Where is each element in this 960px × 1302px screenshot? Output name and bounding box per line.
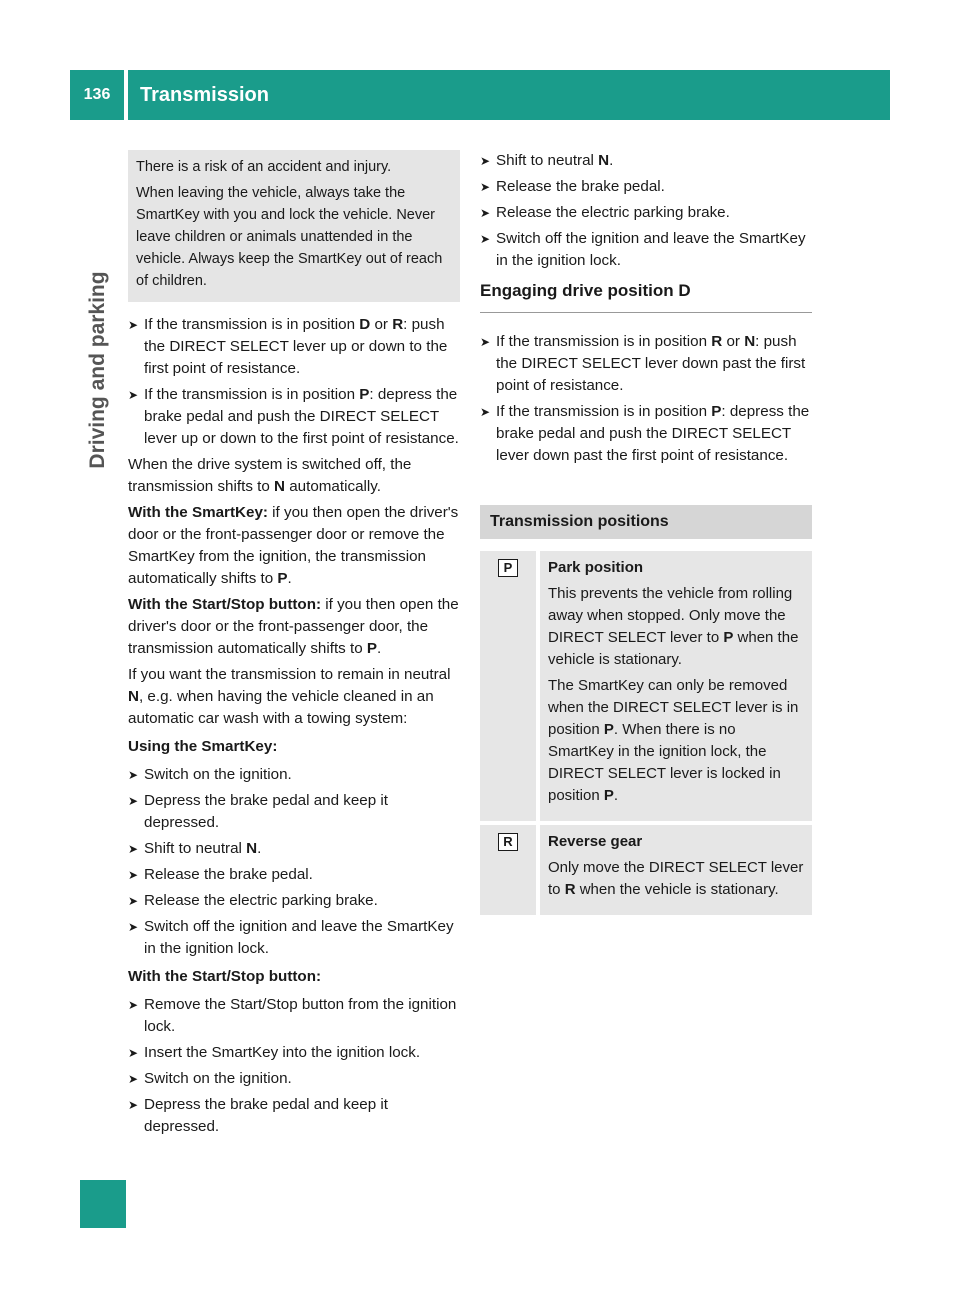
row-text: Only move the DIRECT SELECT lever to R when the vehicle is stationary. (548, 859, 804, 898)
instruction-item: ➤ If the transmission is in position D or R: push the DIRECT SELECT lever up or down to the first point of resistance. (128, 316, 448, 377)
instruction-item: ➤ If the transmission is in position R or N: push the DIRECT SELECT lever down past the first point of resistance. (480, 333, 806, 394)
row-title: Reverse gear (548, 833, 643, 850)
table-row (480, 821, 812, 915)
section-title: Transmission (140, 84, 269, 106)
instruction-item: ➤ If the transmission is in position P: depress the brake pedal and push the DIRECT SELECT lever up or down to the first point of resistance. (128, 386, 459, 447)
instruction-item: ➤ Insert the SmartKey into the ignition lock. (128, 1042, 460, 1064)
instruction-item: ➤ Depress the brake pedal and keep it depressed. (128, 792, 389, 831)
row-text: The SmartKey can only be removed when the DIRECT SELECT lever is in position P. When there is no SmartKey in the ignition lock, the DIRECT SELECT lever is locked in position P. (548, 677, 799, 804)
arrow-icon: ➤ (128, 842, 139, 856)
row-title: Park position (548, 559, 644, 576)
instruction-item: ➤ Release the electric parking brake. (480, 202, 812, 224)
warning-box (128, 150, 460, 302)
instruction-item: ➤ Release the brake pedal. (128, 864, 460, 886)
arrow-icon: ➤ (128, 920, 139, 934)
arrow-icon: ➤ (128, 794, 139, 808)
paragraph: If you want the transmission to remain in neutral N, e.g. when having the vehicle cleaned in an automatic car wash with a towing system: (128, 666, 451, 727)
instruction-item: ➤ Release the brake pedal. (480, 176, 812, 198)
arrow-icon: ➤ (128, 894, 139, 908)
paragraph: With the SmartKey: if you then open the driver's door or the front-passenger door or remove the SmartKey from the ignition, the transmission automatically shifts to P. (128, 504, 459, 587)
warning-text: There is a risk of an accident and injury. (136, 159, 392, 175)
arrow-icon: ➤ (128, 868, 139, 882)
chapter-tab-marker (80, 1180, 126, 1228)
arrow-icon: ➤ (128, 318, 139, 332)
arrow-icon: ➤ (480, 405, 491, 419)
instruction-item: ➤ Release the electric parking brake. (128, 890, 460, 912)
header-divider (124, 70, 128, 120)
page-number: 136 (83, 86, 111, 103)
arrow-icon: ➤ (480, 180, 491, 194)
arrow-icon: ➤ (480, 154, 491, 168)
reverse-symbol-icon: R (498, 833, 518, 851)
description-cell (540, 825, 812, 915)
instruction-item: ➤ Remove the Start/Stop button from the ignition lock. (128, 996, 457, 1035)
arrow-icon: ➤ (480, 335, 491, 349)
subheading: Using the SmartKey: (128, 738, 278, 755)
table-title: Transmission positions (480, 505, 812, 539)
arrow-icon: ➤ (480, 232, 491, 246)
park-symbol-icon: P (498, 559, 518, 577)
table-row (480, 551, 812, 821)
arrow-icon: ➤ (128, 1072, 139, 1086)
chapter-label (76, 260, 120, 480)
chapter-label-text: Driving and parking (86, 271, 109, 469)
instruction-item: ➤ Depress the brake pedal and keep it depressed. (128, 1096, 389, 1135)
instruction-item: ➤ Switch on the ignition. (128, 764, 460, 786)
instruction-item: ➤ Switch off the ignition and leave the SmartKey in the ignition lock. (480, 230, 806, 269)
symbol-cell (480, 551, 540, 821)
left-column (128, 150, 460, 1142)
description-cell (540, 551, 812, 821)
arrow-icon: ➤ (128, 768, 139, 782)
warning-text: When leaving the vehicle, always take the SmartKey with you and lock the vehicle. Never leave children or animals unattended in the vehicle. Always keep the SmartKey out of reach of children. (136, 185, 443, 289)
instruction-item: ➤ If the transmission is in position P: depress the brake pedal and push the DIRECT SELECT lever down past the first point of resistance. (480, 403, 810, 464)
positions-table (480, 551, 812, 915)
right-column (480, 150, 812, 915)
instruction-item: ➤ Switch off the ignition and leave the SmartKey in the ignition lock. (128, 918, 454, 957)
arrow-icon: ➤ (128, 1098, 139, 1112)
row-text: This prevents the vehicle from rolling away when stopped. Only move the DIRECT SELECT lever to P when the vehicle is stationary. (548, 585, 799, 668)
instruction-item: ➤ Switch on the ignition. (128, 1068, 460, 1090)
paragraph: When the drive system is switched off, the transmission shifts to N automatically. (128, 456, 412, 495)
subheading: With the Start/Stop button: (128, 968, 322, 985)
arrow-icon: ➤ (480, 206, 491, 220)
symbol-cell (480, 825, 540, 915)
paragraph: With the Start/Stop button: if you then open the driver's door or the front-passenger door, the transmission automatically shifts to P. (128, 596, 459, 657)
arrow-icon: ➤ (128, 1046, 139, 1060)
instruction-item: ➤ Shift to neutral N. (128, 838, 460, 860)
instruction-item: ➤ Shift to neutral N. (480, 150, 812, 172)
arrow-icon: ➤ (128, 998, 139, 1012)
section-heading: Engaging drive position D (480, 280, 812, 313)
arrow-icon: ➤ (128, 388, 139, 402)
